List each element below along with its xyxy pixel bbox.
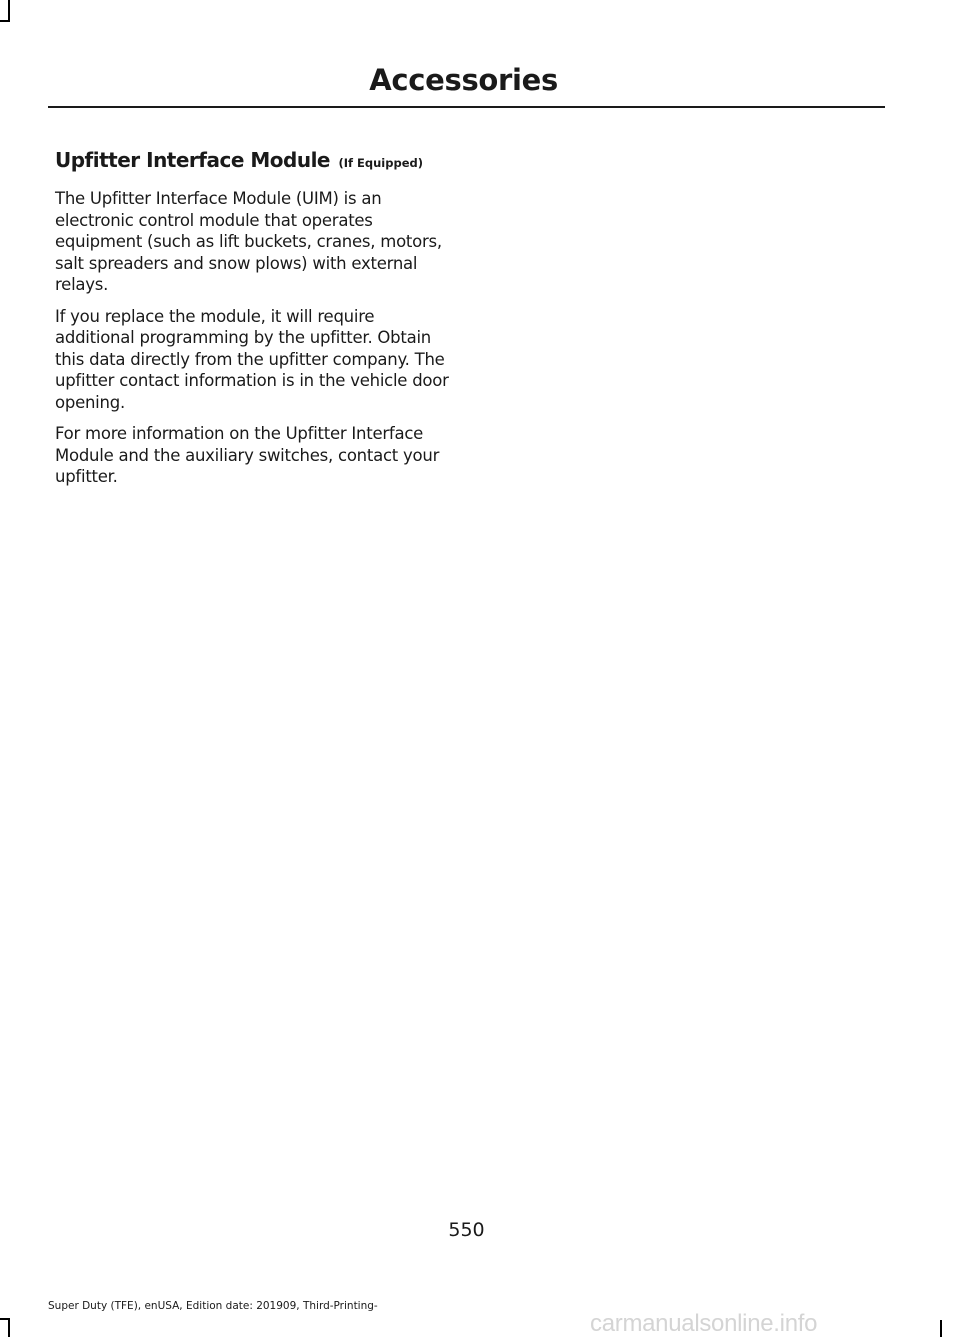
header-rule	[48, 106, 885, 108]
crop-mark-bottom-left-horizontal	[0, 1318, 10, 1320]
crop-mark-top-left-vertical	[8, 0, 10, 22]
section-heading-qualifier: (If Equipped)	[338, 156, 423, 170]
page-title: Accessories	[369, 63, 558, 97]
paragraph: For more information on the Upfitter Interface Module and the auxiliary switches, contact your upfitter.	[55, 424, 440, 486]
page-number: 550	[448, 1219, 485, 1241]
crop-mark-bottom-left-vertical	[8, 1318, 10, 1337]
watermark: carmanualsonline.info	[590, 1310, 818, 1337]
paragraph: If you replace the module, it will require additional programming by the upfitter. Obtain this data directly from the upfitter company. The upfitter contact information is in the vehicle door opening.	[55, 306, 449, 412]
paragraph: The Upfitter Interface Module (UIM) is an electronic control module that operates equipment (such as lift buckets, cranes, motors, salt spreaders and snow plows) with external relays.	[55, 189, 442, 294]
section-heading	[55, 145, 450, 178]
edition-info: Super Duty (TFE), enUSA, Edition date: 201909, Third-Printing-	[48, 1300, 378, 1312]
section-heading-text: Upfitter Interface Module	[55, 148, 330, 172]
crop-mark-top-left-horizontal	[0, 20, 10, 22]
main-content	[55, 145, 450, 498]
